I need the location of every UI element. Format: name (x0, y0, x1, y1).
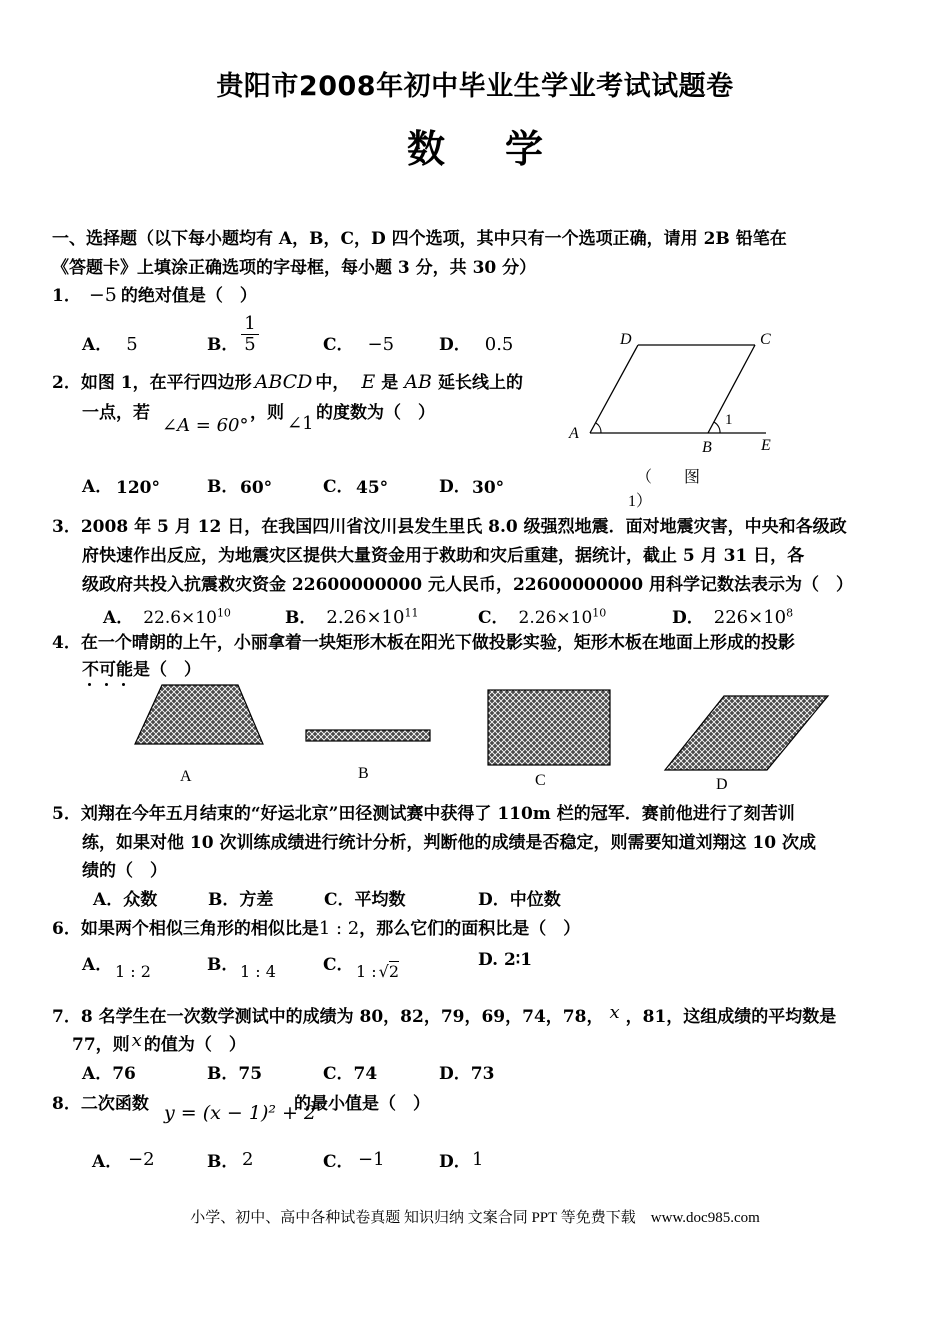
q8-option-b: B． (207, 1152, 239, 1172)
q2-label-1: 1 (725, 412, 733, 428)
q3-stem-line3: 级政府共投入抗震救灾资金 22600000000 元人民币，22600000000 用科学记数法表示为（ ） (82, 575, 853, 595)
q8-option-b-value: 2 (242, 1149, 254, 1170)
q8-option-a-value: −2 (128, 1149, 155, 1170)
subject-char-1: 数 (406, 127, 445, 171)
q5-option-c: C．平均数 (324, 890, 406, 910)
subject-title (0, 118, 950, 173)
section-instruction-line1: 一、选择题（以下每小题均有 A，B，C，D 四个选项，其中只有一个选项正确，请用 2B 铅笔在 (52, 229, 787, 249)
q4-stem-line2: 不可能是（ ） (82, 660, 201, 680)
q8-stem-start: 8．二次函数 (52, 1094, 149, 1114)
q5-option-d: D．中位数 (478, 890, 561, 910)
q2-line-ad (590, 345, 638, 433)
q2-label-b: B (702, 439, 712, 456)
q2-label-e: E (761, 437, 771, 454)
q1-option-d: D． 0.5 (439, 334, 514, 355)
q4-shape-c-rectangle (488, 690, 610, 765)
exam-title: 贵阳市2008年初中毕业生学业考试试题卷 (216, 71, 734, 102)
q1-option-b: B． (207, 335, 239, 355)
q8-option-d: D． (439, 1152, 471, 1172)
emphasis-dot (88, 683, 91, 686)
q4-stem-line1: 4．在一个晴朗的上午，小丽拿着一块矩形木板在阳光下做投影实验，矩形木板在地面上形成的投影 (52, 633, 795, 653)
q2-angle1: ∠1 (287, 413, 314, 434)
q4-shape-b-strip (306, 730, 430, 741)
q5-stem-line2: 练，如果对他 10 次训练成绩进行统计分析，判断他的成绩是否稳定，则需要知道刘翔这 10 次成 (82, 833, 816, 853)
q8-function: y = (x − 1)² + 2 (164, 1102, 317, 1124)
q3-option-b: B． $2.26\times 10^{11}$ (285, 606, 419, 628)
q4-shape-d-parallelogram (665, 696, 828, 770)
subject-char-2: 学 (505, 127, 544, 171)
q3-option-d: D． $226\times 10^8$ (672, 606, 794, 628)
q2-label-c: C (760, 331, 771, 348)
q2-figure-caption-1: （ 图 (636, 469, 701, 486)
q8-option-c-value: −1 (358, 1149, 385, 1170)
q7-option-c: C．74 (323, 1064, 378, 1084)
q2-option-c-value: 45° (356, 478, 389, 498)
q3-option-a: A． $22.6\times 10^{10}$ (103, 606, 231, 628)
q7-option-b: B．75 (207, 1064, 263, 1084)
q7-option-d: D．73 (439, 1064, 495, 1084)
footer-text: 小学、初中、高中各种试卷真题 知识归纳 文案合同 PPT 等免费下载 www.doc985.com (190, 1210, 760, 1226)
q2-label-d: D (620, 331, 632, 348)
q2-stem-line1: 2．如图 1，在平行四边形 ABCD 中， E 是 AB 延长线上的 (52, 371, 523, 393)
q2-angle-1-arc (714, 422, 720, 433)
q1-stem: 1． −5 的绝对值是（ ） (52, 284, 257, 306)
q2-option-b: B． (207, 477, 239, 497)
q2-stem-then: ，则 (250, 403, 284, 423)
q2-option-a: A． (82, 477, 113, 497)
q6-option-d: D. 2∶1 (478, 950, 533, 970)
q4-label-a: A (180, 768, 192, 785)
q2-option-a-value: 120° (116, 478, 160, 498)
q3-stem-line1: 3．2008 年 5 月 12 日，在我国四川省汶川县发生里氏 8.0 级强烈地震．面对地震灾害，中央和各级政 (52, 517, 847, 537)
q5-option-a: A．众数 (93, 890, 158, 910)
q7-stem-line1: 7．8 名学生在一次数学测试中的成绩为 80，82，79，69，74，78， x ，81，这组成绩的平均数是 (52, 1002, 837, 1027)
q4-shape-a-trapezoid (135, 685, 263, 744)
q2-option-c: C． (323, 477, 354, 497)
q1-option-b-fraction: 1 5 (241, 314, 259, 355)
section-instruction-line2: 《答题卡》上填涂正确选项的字母框，每小题 3 分，共 30 分） (52, 258, 537, 278)
q2-condition: ∠A = 60° (162, 415, 249, 436)
q5-stem-line3: 绩的（ ） (82, 861, 167, 881)
q2-stem-end: 的度数为（ ） (316, 403, 435, 423)
q5-stem-line1: 5．刘翔在今年五月结束的“好运北京”田径测试赛中获得了 110m 栏的冠军．赛前他进行了刻苦训 (52, 804, 795, 824)
q3-stem-line2: 府快速作出反应，为地震灾区提供大量资金用于救助和灾后重建，据统计，截止 5 月 31 日，各 (82, 546, 805, 566)
q6-option-c-value: 1 : √2 (356, 962, 400, 981)
q2-stem-line2: 一点，若 (82, 403, 150, 423)
q5-option-b: B．方差 (208, 890, 274, 910)
q2-figure-caption-2: 1） (628, 493, 653, 510)
q8-option-d-value: 1 (472, 1149, 484, 1170)
q4-label-b: B (358, 765, 369, 782)
q7-option-a: A．76 (82, 1064, 136, 1084)
emphasis-dot (105, 683, 108, 686)
q1-option-a: A． 5 (82, 334, 138, 355)
q4-label-d: D (716, 776, 728, 793)
q4-shadow-shapes (120, 680, 850, 795)
q6-option-a-value: 1 : 2 (115, 962, 151, 981)
q7-stem-line2: 77，则 x 的值为（ ） (72, 1030, 246, 1055)
q1-option-c: C． −5 (323, 334, 395, 355)
q2-option-d: D． (439, 477, 471, 497)
q2-option-b-value: 60° (240, 478, 273, 498)
q3-option-c: C． $2.26\times 10^{10}$ (478, 606, 607, 628)
q6-option-b: B． (207, 955, 239, 975)
q8-option-c: C． (323, 1152, 354, 1172)
q6-stem: 6．如果两个相似三角形的相似比是1 : 2，那么它们的面积比是（ ） (52, 918, 581, 939)
q6-option-c: C． (323, 955, 354, 975)
q8-stem-end: 的最小值是（ ） (294, 1094, 430, 1114)
q2-angle-a-arc (596, 423, 601, 433)
q6-option-b-value: 1 : 4 (240, 962, 276, 981)
q2-option-d-value: 30° (472, 478, 505, 498)
q8-option-a: A． (92, 1152, 123, 1172)
q2-label-a: A (569, 425, 579, 442)
q6-option-a: A． (82, 955, 113, 975)
q4-label-c: C (535, 772, 546, 789)
q2-parallelogram-figure (560, 325, 790, 465)
